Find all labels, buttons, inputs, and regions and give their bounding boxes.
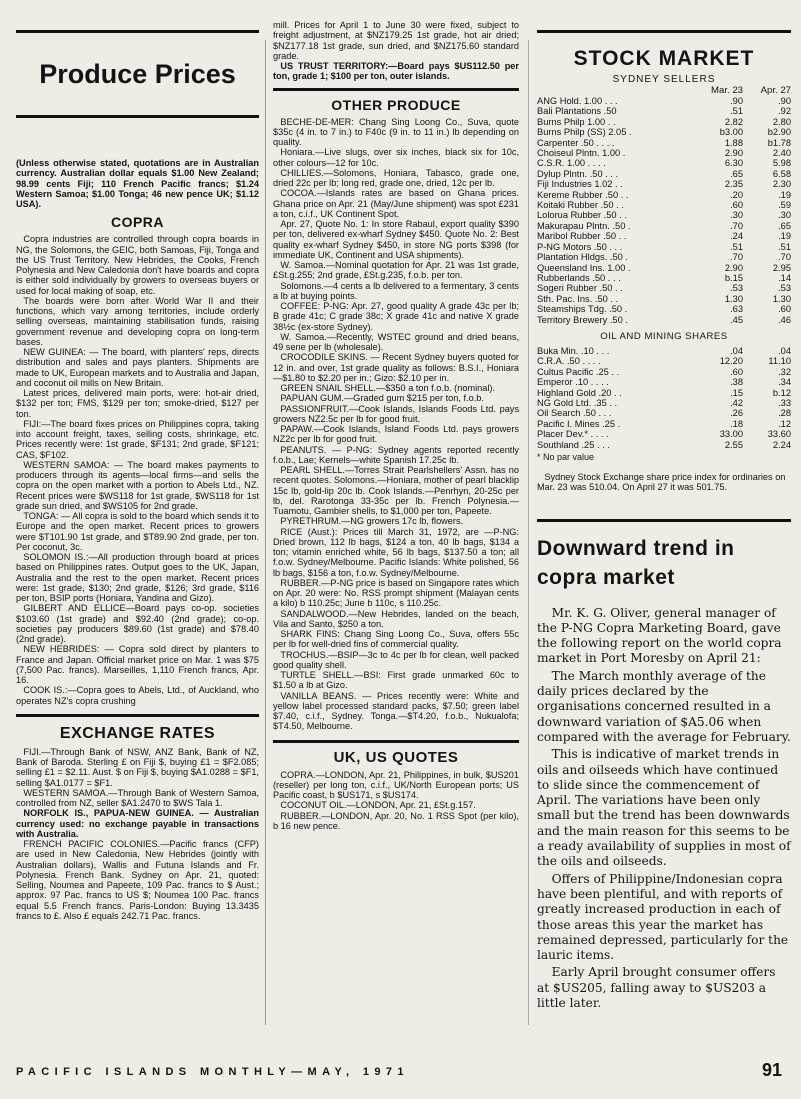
produce-prices-title-box <box>16 30 259 118</box>
copra-para: GILBERT AND ELLICE—Board pays co-op. societies $103.60 (1st grade) and $92.40 (2nd grade); co-op. societies pay producers $89.60 (1st grade) and $78.40 (2nd grade). <box>16 603 259 644</box>
stock-row <box>537 127 791 137</box>
stock-cell-apr: b1.78 <box>767 137 791 148</box>
stock-row <box>537 419 791 429</box>
stock-row <box>537 221 791 231</box>
stock-cell-mar: .65 <box>730 168 743 179</box>
exchange-para: WESTERN SAMOA.—Through Bank of Western Samoa, controlled from NZ, seller $A1.2470 to $WS Tala 1. <box>16 787 259 808</box>
no-par-note: * No par value <box>537 452 595 462</box>
stock-row <box>537 283 791 293</box>
mining-shares-heading: OIL AND MINING SHARES <box>600 330 728 342</box>
stock-cell-name: Koitaki Rubber .50 . . <box>537 200 624 211</box>
uk-us-text <box>273 770 519 832</box>
stock-cell-apr: 5.98 <box>772 158 791 169</box>
stock-cell-apr: 6.58 <box>772 168 791 179</box>
quote-para: COPRA.—LONDON, Apr. 21, Philippines, in bulk, $US201 (reseller) per long ton, c.i.f., UK/North European ports; US Pacific coast, b $US171, s $US174. <box>273 769 519 800</box>
stock-row <box>537 148 791 158</box>
produce-para: GREEN SNAIL SHELL.—$350 a ton f.o.b. (nominal). <box>280 383 496 393</box>
stock-cell-apr: .12 <box>778 418 791 429</box>
stock-row <box>537 346 791 356</box>
stock-cell-name: Steamships Tdg. .50 . <box>537 304 628 315</box>
stock-market-title: STOCK MARKET <box>573 47 755 70</box>
stock-cell-name: Sogeri Rubber .50 . . <box>537 283 623 294</box>
stock-row <box>537 169 791 179</box>
stock-cell-apr: .32 <box>778 366 791 377</box>
stock-cell-apr: .19 <box>778 231 791 242</box>
produce-para: PEARL SHELL.—Torres Strait Pearlshellers' Assn. has no recent quotes. Solomons.—Honiara, mother of pearl blacklip 15c lb, gold-lip 20c lb. Cook Islands.—Penrhyn, 20-25c per lb, del. Rarotonga 33-35c per lb. French Polynesia.—Tuamotu, Gambier shells, to $1,000 per ton, Papeete. <box>273 465 519 516</box>
stock-cell-apr: 11.10 <box>768 356 791 367</box>
exchange-para: FRENCH PACIFIC COLONIES.—Pacific francs (CFP) are used in New Caledonia, New Hebrides (jointly with Australian dollars), Wallis and Futuna Islands and Fr. Polynesia. French Bank. Sydney on Apr. 21, quoted: Selling, Noumea and Papeete, 109 Pac. francs to $ Aust.; approx. 97 Pac. francs to US $; Noumea 100 Pac. francs equal 5.5 French francs. Paris-London: Buying 13.3435 francs to £. Also £ equals 242.71 Pac. francs. <box>16 839 259 921</box>
stock-cell-mar: 1.88 <box>724 137 743 148</box>
stock-cell-name: ANG Hold. 1.00 . . . <box>537 96 618 106</box>
page-footer: PACIFIC ISLANDS MONTHLY—MAY, 1971 <box>16 1066 409 1078</box>
stock-row <box>537 273 791 283</box>
produce-para: RICE (Aust.): Prices till March 31, 1972, are —P-NG: Dried brown, 112 lb bags, $124 a ton, 40 lb bags, $134 a ton; vitamin enriched white, 56 lb bags, $137.50 a ton; all f.o.w. Sydney/Melbourne. Pacific Islands: White polished, 56 lb bags, $156 a ton, f.o.w. Sydney/Melbourne. <box>273 526 519 578</box>
stock-cell-mar: .70 <box>730 252 743 263</box>
stock-cell-name: Queensland Ins. 1.00 . <box>537 262 631 273</box>
article-body <box>537 606 791 1012</box>
stock-cell-mar: .42 <box>730 397 743 408</box>
stock-cell-mar: 33.00 <box>719 429 743 440</box>
stock-cell-apr: .92 <box>778 106 791 117</box>
other-produce-text <box>273 117 519 732</box>
stock-cell-name: C.S.R. 1.00 . . . . <box>537 158 606 169</box>
share-index-text: Sydney Stock Exchange share price index for ordinaries on Mar. 23 was 510.04. On April 27 it was 501.75. <box>537 472 786 493</box>
stock-row <box>537 158 791 168</box>
stock-cell-apr: .04 <box>778 345 791 356</box>
us-trust-para: US TRUST TERRITORY:—Board pays $US112.50 per ton, grade 1; $100 per ton, outer islands. <box>273 61 519 82</box>
stock-cell-apr: .53 <box>778 283 791 294</box>
stock-row <box>537 138 791 148</box>
produce-para: Solomons.—4 cents a lb delivered to a fermentary, 3 cents a lb at buying points. <box>273 280 519 301</box>
produce-para: PASSIONFRUIT.—Cook Islands, Islands Foods Ltd. pays growers NZ2.5c per lb for good fruit. <box>273 403 519 424</box>
stock-cell-apr: .51 <box>778 241 791 252</box>
copra-para: Copra industries are controlled through copra boards in NG, the Solomons, the GEIC, both Samoas, Fiji, Tonga and the US Trust Territory. New Hebrides, the Cooks, French Polynesia and New Caledonia don't have boards and copra is either sold individually by growers to overseas buyers or used for local making of soap, etc. <box>16 234 259 296</box>
stock-cell-mar: 1.30 <box>724 293 743 304</box>
article-headline: Downward trend in copra market <box>537 536 735 589</box>
stock-cell-name: Kereme Rubber .50 . . <box>537 189 629 200</box>
page-number: 91 <box>762 1060 783 1080</box>
stock-cell-name: Emperor .10 . . . . <box>537 377 609 388</box>
stock-cell-name: Pacific I. Mines .25 . <box>537 418 621 429</box>
stock-cell-mar: .51 <box>730 106 743 117</box>
stock-row <box>537 252 791 262</box>
produce-para: PAPUAN GUM.—Graded gum $215 per ton, f.o.b. <box>280 393 484 404</box>
stock-cell-apr: .19 <box>778 189 791 200</box>
continued-text <box>273 20 519 82</box>
stock-cell-apr: .46 <box>778 314 791 325</box>
stock-row <box>537 388 791 398</box>
stock-cell-apr: .30 <box>778 210 791 221</box>
stock-cell-apr: b2.90 <box>767 127 791 138</box>
stock-cell-name: Oil Search .50 . . . <box>537 408 612 419</box>
stock-cell-apr: .14 <box>778 272 791 283</box>
other-produce-column <box>273 20 519 831</box>
produce-para: TURTLE SHELL.—BSI: First grade unmarked 60c to $1.50 a lb at Gizo. <box>273 670 519 691</box>
stock-cell-name: Makurapau Plntn. .50 . <box>537 220 631 231</box>
stock-cell-name: C.R.A. .50 . . . . <box>537 356 601 367</box>
stock-cell-apr: .65 <box>778 220 791 231</box>
stock-table <box>537 85 791 325</box>
stock-cell-name: Buka Min. .10 . . . <box>537 345 610 356</box>
stock-cell-name: Lolorua Rubber .50 . . <box>537 210 627 221</box>
col-header-mar: Mar. 23 <box>711 85 743 96</box>
stock-market-box <box>537 30 791 493</box>
stock-cell-mar: .70 <box>730 220 743 231</box>
copra-para: NEW GUINEA: — The board, with planters' reps, directs distribution and sales and pays planters. Shipments are made to UK, European markets and to Australia and Japan, and coconut oil mills on New Britain. <box>16 347 259 388</box>
stock-row <box>537 179 791 189</box>
stock-cell-mar: .60 <box>730 366 743 377</box>
stock-cell-mar: .18 <box>730 418 743 429</box>
stock-table-header <box>537 85 791 96</box>
stock-cell-name: Bali Plantations .50 <box>537 106 617 117</box>
other-produce-heading: OTHER PRODUCE <box>273 88 519 113</box>
stock-cell-name: Southland .25 . . . <box>537 439 610 450</box>
stock-row <box>537 398 791 408</box>
stock-cell-mar: 2.90 <box>724 262 743 273</box>
stock-cell-mar: 2.55 <box>724 439 743 450</box>
stock-cell-name: Plantation Hldgs. .50 . <box>537 252 628 263</box>
stock-cell-name: Sth. Pac. Ins. .50 . . <box>537 293 619 304</box>
stock-cell-apr: 2.30 <box>772 179 791 190</box>
stock-cell-apr: b.12 <box>772 387 791 398</box>
stock-row <box>537 367 791 377</box>
article-para: Mr. K. G. Oliver, general manager of the P-NG Copra Marketing Board, gave the following report on the world copra market in Port Moresby on April 21: <box>537 605 782 666</box>
stock-cell-name: Territory Brewery .50 . <box>537 314 628 325</box>
stock-row <box>537 315 791 325</box>
column-divider <box>528 40 529 1025</box>
produce-para: PEANUTS. — P-NG: Sydney agents reported recently f.o.b., Lae; Kernels—white Spanish 17.25c lb. <box>273 444 519 465</box>
uk-us-quotes-heading: UK, US QUOTES <box>273 740 519 766</box>
stock-row <box>537 356 791 366</box>
copra-para: FIJI:—The board fixes prices on Philippines copra, taking into account freight, taxes, selling costs, shrinkage, etc. Prices recently were: 1st grade, $F131; 2nd grade, $F121; CAS, $F102. <box>16 418 259 460</box>
stock-cell-name: Placer Dev.* . . . . <box>537 429 609 440</box>
stock-cell-apr: .60 <box>778 304 791 315</box>
stock-cell-apr: 1.30 <box>772 293 791 304</box>
copra-para: Latest prices, delivered main ports, were: hot-air dried, $132 per ton; FMS, $129 per ton; smoke-dried, $127 per ton. <box>16 388 259 419</box>
stock-row <box>537 304 791 314</box>
mining-table <box>537 346 791 450</box>
copra-para: WESTERN SAMOA: — The board makes payments to producers through its agents—local firms—and sells the copra on the open market with a portion to Abels Ltd., NZ. Recent prices were $WS118 for 1st grade, $WS118 for 1st grade sun dried, and $WS105 for 2nd grade. <box>16 459 259 511</box>
stock-cell-mar: .63 <box>730 304 743 315</box>
stock-cell-mar: .15 <box>730 387 743 398</box>
stock-cell-mar: .24 <box>730 231 743 242</box>
produce-para: SHARK FINS: Chang Sing Loong Co., Suva, offers 55c per lb for well-dried fins of commercial quality. <box>273 629 519 650</box>
stock-cell-mar: 2.35 <box>724 179 743 190</box>
produce-para: COCOA.—Islands rates are based on Ghana prices. Ghana price on Apr. 21 (May/June shipment) was spot £231 a ton, c.i.f., UK Continent Spot. <box>273 188 519 219</box>
stock-row <box>537 117 791 127</box>
produce-para: SANDALWOOD.—New Hebrides, landed on the beach, Vila and Santo, $250 a ton. <box>273 608 519 629</box>
stock-row <box>537 294 791 304</box>
stock-cell-mar: b.15 <box>724 272 743 283</box>
stock-market-column <box>537 30 791 1013</box>
stock-cell-name: Burns Philp (SS) 2.05 . <box>537 127 632 138</box>
stock-cell-mar: 12.20 <box>719 356 743 367</box>
stock-cell-name: Highland Gold .20 . . <box>537 387 622 398</box>
produce-para: W. Samoa.—Recently, WSTEC ground and dried beans, 49 sene per lb (wholesale). <box>273 331 519 352</box>
stock-cell-name: Rubberlands .50 . . . <box>537 272 621 283</box>
stock-cell-apr: .70 <box>778 252 791 263</box>
copra-para: SOLOMON IS.:—All production through board at prices based on Philippines rates. Output goes to the UK, Japan, Australia and the rest to the open market. Recent prices were: 1st grade, $130; 2nd grade, $126; 3rd grade, $116 per ton, BSIP ports (Honiara, Yandina and Gizo). <box>16 552 259 603</box>
stock-cell-apr: 2.95 <box>772 262 791 273</box>
produce-para: BECHE-DE-MER: Chang Sing Loong Co., Suva, quote $35c (4 in. to 7 in.) to F40c (9 in. to 11 in.) lb depending on quality. <box>273 116 519 147</box>
stock-cell-mar: .60 <box>730 200 743 211</box>
stock-row <box>537 440 791 450</box>
copra-para: NEW HEBRIDES: — Copra sold direct by planters to France and Japan. Official market price on Mar. 1 was $75 (7,500 Pac. francs). Marseilles, 1,110 French francs, Apr. 16. <box>16 644 259 685</box>
article-para: The March monthly average of the daily prices declared by the organisations concerned resulted in a downward variation of $A5.06 when compared with the average for February. <box>537 668 791 744</box>
exchange-text <box>16 747 259 921</box>
produce-para: RUBBER.—P-NG price is based on Singapore rates which on Apr. 20 were: No. RSS prompt shipment (Malayan cents a kilo) b 110.25c; June b 110c, s 110.25c. <box>273 577 519 609</box>
stock-row <box>537 242 791 252</box>
stock-cell-apr: 33.60 <box>767 429 791 440</box>
article-top-rule <box>537 519 791 522</box>
stock-cell-mar: .53 <box>730 283 743 294</box>
exchange-para: NORFOLK IS., PAPUA-NEW GUINEA. — Australian currency used: no exchange payable in transactions with Australia. <box>16 808 259 839</box>
produce-para: PAPAW.—Cook Islands, Island Foods Ltd. pays growers NZ2c per lb for good fruit. <box>273 424 519 445</box>
stock-cell-name: Fiji Industries 1.02 . . <box>537 179 623 190</box>
column-divider <box>265 40 266 1025</box>
stock-row <box>537 429 791 439</box>
stock-cell-apr: 2.80 <box>772 116 791 127</box>
stock-cell-apr: .90 <box>778 96 791 106</box>
stock-cell-name: Burns Philp 1.00 . . <box>537 116 616 127</box>
quote-para: RUBBER.—LONDON, Apr. 20, No. 1 RSS Spot (per kilo), b 16 new pence. <box>273 810 519 831</box>
produce-prices-column <box>16 30 259 921</box>
stock-row <box>537 106 791 116</box>
copra-para: COOK IS.:—Copra goes to Abels, Ltd., of Auckland, who operates NZ's copra crushing <box>16 685 259 706</box>
produce-para: PYRETHRUM.—NG growers 17c lb, flowers. <box>280 516 464 527</box>
produce-intro <box>16 158 259 209</box>
stock-cell-mar: .45 <box>730 314 743 325</box>
stock-row <box>537 263 791 273</box>
produce-para: CHILLIES.—Solomons, Honiara, Tabasco, grade one, dried 22c per lb; long red, grade one, dried, 12c per lb. <box>273 167 519 188</box>
stock-cell-mar: .04 <box>730 345 743 356</box>
copra-para: TONGA: — All copra is sold to the board which sends it to Europe and the open market. Recent prices to growers were $T101.90 1st grade, and $T89.90 2nd grade, per ton. Per coconut, 3c. <box>16 511 259 552</box>
stock-cell-mar: 2.90 <box>724 148 743 159</box>
stock-cell-name: P-NG Motors .50 . . . <box>537 241 623 252</box>
produce-para: COFFEE: P-NG: Apr. 27, good quality A grade 43c per lb; B grade 41c; C grade 38c; X grade 41c and native X grade 38½c (ex-store Sydney). <box>273 301 519 332</box>
stock-row <box>537 408 791 418</box>
stock-row <box>537 200 791 210</box>
stock-cell-name: Cultus Pacific .25 . . <box>537 366 620 377</box>
currency-note: (Unless otherwise stated, quotations are in Australian currency. Australian dollar equals $1.00 New Zealand; 98.99 cents Fiji; 110 French Pacific francs; $1.24 Western Samoa; $1.00 Tonga; 46 new pence UK; $1.12 USA). <box>16 158 259 209</box>
stock-row <box>537 231 791 241</box>
produce-para: W. Samoa.—Nominal quotation for Apr. 21 was 1st grade, £St.g.255; 2nd grade, £St.g.235, f.o.b. per ton. <box>273 260 519 281</box>
article-para: Early April brought consumer offers at $US205, falling away to $US203 a little later. <box>537 965 776 1011</box>
stock-cell-apr: 2.24 <box>772 439 791 450</box>
stock-market-subtitle: SYDNEY SELLERS <box>612 74 716 85</box>
continued-para: mill. Prices for April 1 to June 30 were fixed, subject to freight adjustment, at $NZ179.25 1st grade, hot air dried; $NZ177.18 1st grade, sun dried, and $NZ175.60 standard grade. <box>273 20 519 61</box>
stock-row <box>537 377 791 387</box>
stock-cell-apr: .59 <box>778 200 791 211</box>
stock-cell-mar: 6.30 <box>724 158 743 169</box>
stock-cell-mar: .90 <box>730 96 743 106</box>
stock-cell-mar: .20 <box>730 189 743 200</box>
produce-para: Honiara.—Live slugs, over six inches, black six for 10c, other colours—12 for 10c. <box>273 147 519 168</box>
stock-row <box>537 190 791 200</box>
article-para: Offers of Philippine/Indonesian copra have been plentiful, and with reports of greatly increased production in each of those areas this year the market has remained depressed, particularly for the lauric items. <box>537 871 789 963</box>
exchange-rates-heading: EXCHANGE RATES <box>16 714 259 743</box>
stock-cell-name: Choiseul Plntn. 1.00 . <box>537 148 626 159</box>
stock-cell-mar: 2.82 <box>724 116 743 127</box>
stock-cell-mar: .30 <box>730 210 743 221</box>
stock-cell-name: Maribol Rubber .50 . . <box>537 231 627 242</box>
copra-para: The boards were born after World War II and their functions, which vary among territories, include orderly selling overseas, maintaining stabilisation funds, raising government revenue and developing copra on long-term bases. <box>16 295 259 347</box>
stock-cell-mar: .38 <box>730 377 743 388</box>
exchange-para: FIJI.—Through Bank of NSW, ANZ Bank, Bank of NZ, Bank of Baroda. Sterling £ on Fiji $, buying £1 = $F2.085; selling £1 = $2.11. Aust. $ on Fiji $, buying $A1.0288 = $F1, selling $A1.0177 = $F1. <box>16 746 259 788</box>
quote-para: COCONUT OIL.—LONDON, Apr. 21, £St.g.157. <box>280 800 476 811</box>
stock-cell-name: NG Gold Ltd. .35 . . <box>537 397 618 408</box>
produce-para: CROCODILE SKINS. — Recent Sydney buyers quoted for 12 in. and over, 1st grade quality as follows: B.S.I., Honiara—$1.80 to $2.20 per in.; Gizo: $2.10 per in. <box>273 352 519 383</box>
stock-cell-mar: .26 <box>730 408 743 419</box>
stock-cell-mar: .51 <box>730 241 743 252</box>
stock-cell-name: Dylup Plntn. .50 . . . <box>537 168 619 179</box>
copra-heading: COPRA <box>110 214 165 231</box>
stock-cell-apr: .34 <box>778 377 791 388</box>
stock-row <box>537 96 791 106</box>
produce-prices-title: Produce Prices <box>39 58 236 89</box>
stock-cell-apr: .28 <box>778 408 791 419</box>
copra-text <box>16 234 259 706</box>
stock-cell-apr: .33 <box>778 397 791 408</box>
stock-cell-name: Carpenter .50 . . . . <box>537 137 615 148</box>
article-para: This is indicative of market trends in oils and oilseeds which have continued to slide since the commencement of April. The variations have been only small but the trend has been downwards and the main reason for this seems to be a ready availability of supplies in most of the oils and oilseeds. <box>537 747 791 869</box>
produce-para: TROCHUS.—BSIP—3c to 4c per lb for clean, well packed good quality shell. <box>273 649 519 670</box>
produce-para: Apr. 27, Quote No. 1: In store Rabaul, export quality $390 per ton, delivered ex-wharf Sydney $450. Quote No. 2: Best quality ex-wharf Sydney $450, in store NG ports $398 (for immediate UK, Continent and USA shipments). <box>273 219 519 260</box>
produce-para: VANILLA BEANS. — Prices recently were: White and yellow label processed standard packs, $7.50; green label $7.40, c.i.f., Sydney. Tonga.—$T4.20, f.o.b., Nukualofa; $T4.50, Melbourne. <box>273 690 519 732</box>
col-header-apr: Apr. 27 <box>760 85 791 96</box>
stock-cell-apr: 2.40 <box>772 148 791 159</box>
stock-cell-mar: b3.00 <box>719 127 743 138</box>
stock-row <box>537 210 791 220</box>
